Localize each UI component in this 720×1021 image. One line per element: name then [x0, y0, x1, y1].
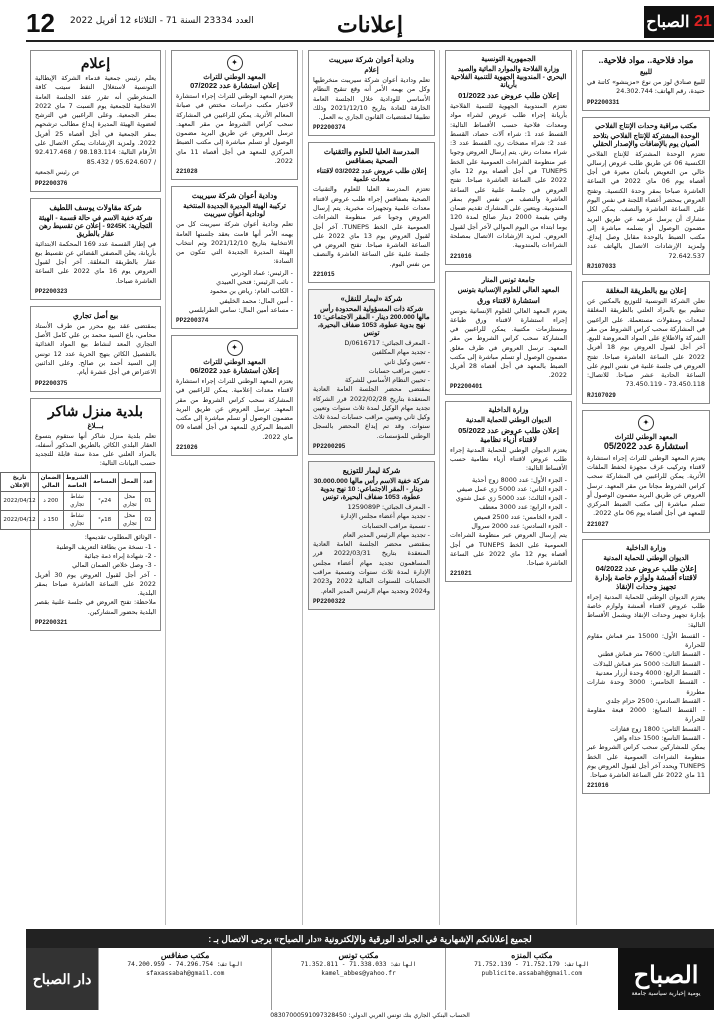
ad-text: تعلم ودادية أعوان شركة سيريبت منخرطيها وكل من يهمه الأمر أنه وقع تنقيح النظام الأساسي للودادية خلال الجلسة العامة الخارقة للعادة بتاريخ 2021/12/10 وذلك تطبيقا لمقتضيات القانون الجاري به العمل. — [313, 76, 431, 122]
ad-org: وزارة الداخلية — [488, 406, 529, 414]
ad-code: 221026 — [176, 444, 198, 452]
ad-title: استشارة عدد 05/2022 — [603, 440, 689, 451]
footer-logo-text: الصباح — [633, 962, 699, 989]
ad-code: PP2200401 — [450, 382, 483, 390]
table-cell: 18م² — [91, 511, 119, 530]
ad-code: 221028 — [176, 168, 198, 176]
ad-title: ودادية أعوان شركة سيريبت — [328, 55, 415, 64]
ad-text: بمقتضى عقد بيع محرر من طرف الأستاذ محامي، باع السيد محمد بن علي كامل الأصل التجاري المعد لنشاط بيع المواد الغذائية بالتفصيل الكائن بنهج الحرية عدد 12 تونس إلى السيد أحمد بن صالح. وعلى الدائنين الاعتراض في أجل عشرة أيام. — [35, 321, 156, 377]
ad-limar-distribution — [308, 461, 435, 610]
page-number: 12 — [26, 8, 55, 38]
ad-title: استشارة لاقتناء ورق — [477, 295, 540, 305]
table-header-row — [1, 472, 156, 491]
list-item: - تعيين وكيل ثاني — [384, 357, 430, 366]
list-item: - تعيين مراقب حسابات — [368, 366, 430, 375]
ad-subtitle: الديوان الوطني للحماية المدنية — [603, 554, 689, 562]
ad-subtitle: إعلام — [364, 67, 379, 74]
list-item: - مساعد أمين المال: سامي الطرابلسي — [188, 305, 293, 314]
office-email[interactable]: publicite.assabah@gmail.com — [481, 970, 583, 978]
footer-banner: لجميع إعلاناتكم الإشهارية في الجرائد الورقية والإلكترونية «دار الصباح» يرجى الاتصال بـ : — [26, 931, 714, 948]
ad-health-school — [308, 142, 435, 283]
ad-org: الجمهورية التونسية — [481, 56, 536, 63]
list-item: - الجزء الثاني: عدد 5000 زي عمل صيفي — [456, 484, 567, 493]
ad-footer: يتم إرسال العروض عبر منظومة الشراءات العمومية على الخط TUNEPS في أجل أقصاه يوم 12 ماي 2022 على الساعة العاشرة صباحا. — [450, 531, 568, 568]
list-item: - القسط السادس: 2500 حزام جلدي — [605, 696, 705, 705]
ad-text: يعتزم المعهد الوطني للتراث إجراء استشارة لاقتناء معدات إعلامية. يمكن للراغبين في المشاركة سحب كراس الشروط من مقر المعهد. ترسل العروض عن طريق البريد مضمون الوصول أو تسلم مباشرة إلى مكتب الضبط المركزي للمعهد في أجل أقصاه 09 ماي 2022. — [176, 377, 293, 441]
list-item: - القسط الرابع: 4000 وحدة أزرار معدنية — [595, 668, 705, 677]
list-item: - تجديد مهام الرئيس المدير العام — [342, 530, 430, 539]
table-cell: 2022/04/12 — [1, 491, 38, 510]
table-cell: محل تجاري — [119, 511, 141, 530]
ad-org: المعهد الوطني للتراث — [614, 433, 678, 441]
ad-item-list — [587, 632, 705, 743]
list-item: - القسط السابع: 2000 قبعة مقاومة للحرارة — [587, 706, 705, 724]
ad-heritage-07 — [171, 50, 298, 180]
ad-menzel-chaker — [3, 398, 161, 631]
list-item: - أمين المال: محمد الخليفي — [219, 296, 293, 305]
ad-civil-protection-04 — [582, 539, 710, 795]
ad-lines — [313, 503, 430, 540]
office-menzah — [445, 948, 618, 1010]
office-title: مكتب تونس — [338, 951, 379, 960]
ad-title: إعلان بيع بالطريقة المغلقة — [605, 285, 687, 295]
ad-text: يعتزم الديوان الوطني للحماية المدنية إجراء طلب عروض لاقتناء أقمشة ولوازم خاصة بإدارة تجهيز وحدات الإنقاذ ويشمل الأقساط التالية: — [587, 592, 705, 629]
ad-text: للبيع صنادق لوز من نوع «مزينشو» كاتنة في حنيدة، رقم الهاتف: 24.302.744 — [587, 78, 705, 96]
ad-code: PP2200331 — [587, 98, 620, 106]
ad-org: جامعة تونس المنار — [481, 276, 536, 284]
list-item: - الجزء السادس: عدد 2000 سروال — [471, 522, 567, 530]
ad-code: 221016 — [587, 782, 609, 790]
column-3 — [304, 50, 440, 925]
ad-code: PP2200295 — [313, 443, 346, 451]
ad-subtitle: تركيبة الهيئة المديرة الجديدة المنتخبة لودادية أعوان سيريبت — [183, 203, 286, 219]
ad-org: مكتب مراقبة وحدات الإنتاج الفلاحي — [595, 122, 697, 130]
ad-text: بمقتضى محضر الجلسة العامة العادية المنعقدة بتاريخ 2022/03/31 قرر المساهمون تجديد مهام أعضاء مجلس الإدارة لمدة ثلاث سنوات وتسمية مراقب الحسابات للسنوات المالية 2022 و2023 و2024 وتجديد مهام الرئيس المدير العام. — [313, 540, 430, 595]
ad-text: يعتزم الديوان الوطني للحماية المدنية إجراء طلب عروض لاقتناء أزياء نظامية حسب الأقساط التالية: — [450, 445, 567, 473]
list-item: - القسط الثاني: 7600 متر قماش قطني — [597, 650, 705, 659]
lots-table — [0, 472, 156, 531]
ad-code: 221021 — [450, 570, 472, 578]
footer-logo-sub: يومية إخبارية سياسية جامعة — [631, 990, 701, 997]
ad-title: ودادية أعوان شركة سيريبت — [191, 191, 278, 201]
ad-civil-protection-05 — [445, 401, 572, 583]
office-email[interactable]: kamel_abbes@yahoo.fr — [321, 970, 396, 978]
ad-title: المدرسة العليا للعلوم والتقنيات الصحية بصفاقس — [323, 147, 420, 166]
table-header-cell: عدد — [141, 472, 156, 491]
page-footer — [26, 929, 714, 1019]
ad-title: بلدية منزل شاكر — [47, 402, 144, 419]
ad-org: المعهد الوطني للتراث — [203, 74, 266, 81]
institute-emblem-icon: ✦ — [227, 340, 243, 356]
table-cell: 24م² — [91, 491, 119, 510]
bank-account: 08307000591097328450 :الحساب البنكي الجاري بنك تونس العربي الدولي — [270, 1012, 470, 1019]
ad-signature: عن رئيس الجمعية — [35, 168, 80, 176]
ad-latif-company — [30, 198, 161, 300]
ad-text: تعلم بلدية منزل شاكر أنها ستقوم بتسوغ العقار البلدي الكائن بالطريق المذكور أسفله، بالمزاد العلني على مدة سنة قابلة للتجديد حسب البيانات التالية: — [35, 431, 156, 468]
ad-title: إعلان طلب عروض عدد 05/2022 لاقتناء أزياء نظامية — [458, 425, 559, 444]
page-header — [26, 6, 714, 42]
list-item: - نائب الرئيس: فتحي العبيدي — [216, 277, 293, 286]
table-header-cell: الضمان المالي — [38, 472, 63, 491]
table-header-cell: المساحة — [91, 472, 119, 491]
ad-text: تعلن الشركة التونسية للتوزيع بالمكنين عن تنظيم بيع بالمزاد العلني بالطريقة المغلقة لمعدات ومنقولات مستعملة. على الراغبين في المشاركة سحب كراس الشروط من مقر الشركة والاطلاع على المواد المعروضة للبيع. آخر أجل لقبول العروض يوم 18 أفريل 2022 على الساعة العاشرة صباحا. تفتح العروض في جلسة علنية في نفس اليوم على الساعة الحادية عشر صباحا. للاتصال: 73.450.118 - 73.450.119 — [587, 296, 705, 389]
column-1 — [578, 50, 714, 925]
list-item: - 2- شهادة إبراء ذمة جبائية — [84, 551, 156, 560]
ad-title: إعلان استشارة عدد 06/2022 — [190, 366, 279, 376]
table-row — [1, 511, 156, 530]
ad-code: PP2200375 — [35, 379, 68, 387]
ad-text: تعتزم المندوبية الجهوية للتنمية الفلاحية بأريانة إجراء طلب عروض لشراء مواد ومعدات فلاحية حسب الأقساط التالية: القسط عدد 1: شراء آلات حصاد، القسط عدد 2: شراء مضخات ري، القسط عدد 3: شراء معدات رش. يتم إرسال العروض وجوبا عبر منظومة الشراءات العمومية على الخط TUNEPS في أجل أقصاه يوم 12 ماي 2022 على الساعة العاشرة صباحا. تفتح العروض في جلسة علنية على الساعة العاشرة والنصف من نفس اليوم بمقر المندوبية. ويتعين على المشارك تقديم ضمان وقتي بقيمة 2000 دينار صالح لمدة 120 يوما ابتداء من اليوم الموالي لآخر أجل لقبول العروض. لمزيد الإرشادات الاتصال بمصلحة الشراءات بالمندوبية. — [450, 102, 568, 250]
ad-subtitle: وزارة الفلاحة والموارد المائية والصيد البحري - المندوبية الجهوية للتنمية الفلاحية بأريانة — [450, 66, 567, 89]
table-cell: محل تجاري — [119, 491, 141, 510]
ad-title: إعلان استشارة عدد 07/2022 — [190, 81, 279, 90]
table-cell: نشاط تجاري — [63, 491, 90, 510]
ad-subtitle: إعلان طلب عروض عدد 03/2022 لاقتناء معدات علمية — [316, 168, 427, 184]
table-cell: 200 د — [38, 491, 63, 510]
columns — [3, 50, 714, 925]
ad-title: إعلان طلب عروض عدد 04/2022 لاقتناء أقمشة ولوازم خاصة بإدارة تجهيز وحدات الإنقاذ — [594, 563, 698, 591]
column-4 — [167, 50, 303, 925]
ad-subtitle: المعهد العالي للعلوم الإنسانية بتونس — [457, 286, 560, 294]
table-body — [1, 491, 156, 529]
ad-text: يعتزم المعهد العالي للعلوم الإنسانية بتونس إجراء استشارة لاقتناء ورق طباعة ومستلزمات مكتبية. يمكن للراغبين في المشاركة سحب كراس الشروط من مقر المعهد. ترسل العروض في ظرف مغلق مضمون الوصول أو تسلم مباشرة إلى مكتب الضبط بالمعهد في أجل أقصاه 28 أفريل 2022. — [450, 306, 567, 380]
ad-siripet-board — [171, 186, 298, 329]
ad-subtitle: شركة خفية الاسم رأس مالها 30.000.000 دينار - المقر الاجتماعي: 10 نهج بدوية عطوة، 1053 ضفاف البحيرة، تونس — [313, 478, 430, 502]
ad-code: PP2200374 — [313, 124, 346, 132]
office-tunis — [271, 948, 444, 1010]
ad-code: RJ107029 — [587, 391, 616, 399]
ad-org: وزارة الداخلية — [626, 544, 666, 552]
ad-code: 221015 — [313, 270, 335, 278]
ad-text: بمقتضى محضر الجلسة العامة العادية المنعقدة بتاريخ 2022/02/28 قرر الشركاء تجديد مهام الوكيل لمدة ثلاث سنوات وتعيين وكيل ثاني وتعيين مراقب حسابات لمدة ثلاث سنوات. وقد تم إيداع المحضر بالسجل الوطني للمؤسسات. — [313, 385, 430, 440]
ad-heritage-06 — [171, 335, 298, 456]
ad-closed-sale — [582, 281, 710, 404]
ad-code: 221027 — [587, 520, 609, 528]
ad-siripet-notice — [308, 50, 435, 136]
table-cell: 150 د — [38, 511, 63, 530]
ad-text: في إطار القسمة عدد 169 المحكمة الابتدائية بأريانة، يعلن المصفي القضائي عن تقسيط بيع عقار بالطريقة المغلقة. آخر أجل لقبول العروض يوم 16 ماي 2022 على الساعة العاشرة صباحا. — [35, 239, 156, 285]
office-title: مكتب المنزه — [511, 951, 553, 960]
institute-emblem-icon: ✦ — [638, 415, 654, 431]
ad-agri-ariana — [445, 50, 572, 265]
list-item: - الجزء الرابع: عدد 3000 معطف — [479, 503, 567, 512]
ad-text: تعلم ودادية أعوان شركة سيريبت كل من يهمه الأمر أنها قامت بعقد جلستها العامة الانتخابية بتاريخ 2021/12/10 وتم انتخاب الهيئة المديرة الجديدة التي تتكون من السادة: — [176, 220, 293, 266]
table-header-cell: المحل — [119, 472, 141, 491]
list-item: - الرئيس: عماد الودرني — [230, 268, 293, 277]
office-title: مكتب صفاقس — [160, 951, 210, 960]
list-item: - آخر أجل لقبول العروض يوم 30 أفريل 2022 على الساعة العاشرة صباحا بمقر البلدية. — [35, 570, 156, 598]
issue-line: العدد 23334 السنة 71 - الثلاثاء 12 أفريل 2022 — [70, 16, 254, 26]
office-phones: الهاتف: 71.752.179 - 71.752.139 — [474, 961, 590, 968]
ad-subtitle: شركة خفية الاسم في حالة قسمة - الهيئة التجارية: 9245K - إعلان عن تقسيط رهن عقار بالطريق — [38, 214, 153, 238]
table-row — [1, 491, 156, 510]
ad-title: مواد فلاحية.. مواد فلاحية.. — [598, 55, 694, 65]
ad-code: PP2200374 — [176, 317, 209, 325]
ad-subtitle: الديوان الوطني للحماية المدنية — [465, 416, 552, 424]
list-item: - 1- نسخة من بطاقة التعريف الوطنية — [56, 542, 156, 551]
ad-agri-unit — [582, 117, 710, 275]
ad-footer: يمكن للمشاركين سحب كراس الشروط عبر منظومة الشراءات العمومية على الخط TUNEPS ويحدد آخر أجل لقبول العروض يوم 11 ماي 2022 على الساعة العاشرة صباحا. — [587, 743, 705, 780]
list-item: - تجديد مهام أعضاء مجلس الإدارة — [340, 512, 430, 521]
ad-code: PP2200322 — [313, 597, 346, 605]
list-item: - الجزء الأول: عدد 8000 زوج أحذية — [471, 475, 567, 484]
list-item: - المعرف الجبائي: 1259089P — [347, 503, 430, 512]
list-item: - الكاتب العام: رياض بن محمود — [209, 287, 293, 296]
ad-org: المعهد الوطني للتراث — [203, 359, 266, 367]
institute-emblem-icon: ✦ — [227, 55, 243, 71]
table-cell: 02 — [141, 511, 156, 530]
office-phones: الهاتف: 71.338.033 - 71.352.811 — [300, 961, 417, 968]
ad-text: تعتزم المدرسة العليا للعلوم والتقنيات الصحية بصفاقس إجراء طلب عروض لاقتناء معدات علمية وتجهيزات مخبرية. يتم إرسال العروض وجوبا عبر منظومة الشراءات العمومية على الخط TUNEPS. آخر أجل لقبول العروض يوم 13 ماي 2022 على الساعة العاشرة صباحا. تفتح العروض في جلسة علنية على الساعة العاشرة والنصف من نفس اليوم. — [313, 185, 430, 268]
list-item: - تحيين النظام الأساسي للشركة — [344, 376, 430, 385]
ad-text: تعتزم الوحدة المشتركة للإنتاج الفلاحي الكنسية 06 عن طريق طلب عروض إرسالي خالي من التعويض بأثمان معيرة في أجل أقصاه يوم 06 ماي 2022 في الساعة العاشرة صباحا بمقر وحدة الكنسية. وتفتح العروض بمحضر أعضاء اللجنة في نفس اليوم على الساعة العاشرة والنصف. يمكن لكل مشارك أن يرسل عرضه عن طريق البريد مضمون الوصول أو يسلمه مباشرة إلى مكتب الضبط بالوحدة مقابل وصل إيداع. ولمزيد الإرشادات الاتصال بالهاتف عدد 72.642.537 — [587, 149, 705, 260]
ad-limar-transport — [308, 289, 435, 455]
ad-sitep-association — [30, 50, 161, 192]
footer-logo — [618, 948, 714, 1010]
ad-title: إعلام — [80, 55, 111, 71]
table-cell: 01 — [141, 491, 156, 510]
ad-agri-sale — [582, 50, 710, 111]
ad-university-paper — [445, 271, 572, 395]
ad-lines — [313, 339, 430, 385]
ad-item-list — [176, 269, 293, 315]
ad-title: شركة ليمار للتوزيع — [342, 466, 401, 476]
list-item: - المعرف الجبائي: 0616717/D — [344, 338, 430, 347]
ad-text: يعلم رئيس جمعية قدماء الشركة الإيطالية التونسية لاستغلال النفط سيتب كافة المنخرطين أنه تقرر عقد الجلسة العامة الانتخابية للجمعية يوم السبت 7 ماي 2022 بمقر الجمعية. وعلى الراغبين في الترشح لعضوية الهيئة المديرة إيداع مطالب ترشحهم بمقر الجمعية في أجل أقصاه 25 أفريل 2022. ولمزيد الإرشادات يمكن الاتصال على الأرقام التالية: 98.183.114 / 92.417.468 / 95.624.607 / 85.432 — [35, 74, 156, 166]
newspaper-logo: 21 الصباح — [644, 6, 714, 38]
office-email[interactable]: sfaxassabah@gmail.com — [146, 970, 225, 978]
list-item: - تجديد مهام المكلفين — [371, 348, 430, 357]
office-phones: الهاتف: 74.296.754 - 74.200.959 — [127, 961, 243, 968]
list-item: - تسمية مراقب الحسابات — [361, 521, 430, 530]
list-item: - القسط التاسع: 1500 حذاء واقي — [613, 733, 705, 742]
ad-notes — [35, 533, 156, 598]
list-item: - الجزء الثالث: عدد 5000 زي عمل شتوي — [455, 494, 567, 503]
list-item: - 3- وصل خلاص الضمان المالي — [72, 561, 156, 570]
table-header-cell: الشروط الخاصة — [63, 472, 90, 491]
column-2 — [441, 50, 577, 925]
ad-title: بيع أصل تجاري — [72, 310, 119, 320]
ad-subtitle: الوحدة المشتركة للإنتاج الفلاحي بتلاحد الصيان يوم بالإضافات والإصدار الحقلي — [592, 132, 700, 148]
ad-business-sale — [30, 306, 161, 392]
column-5 — [3, 50, 166, 925]
ad-code: PP2200376 — [35, 179, 68, 187]
ad-text: يعتزم المعهد الوطني للتراث إجراء استشارة لاقتناء وتركيب غرف مجهزة لحفظ الملفات الأثرية. يمكن للراغبين في المشاركة سحب كراس الشروط مجانا من مقر المعهد. ترسل العروض عن طريق البريد مضمون الوصول أو تسلم مباشرة إلى مكتب الضبط المركزي للمعهد في أجل أقصاه يوم 06 ماي 2022. — [587, 453, 705, 518]
ad-title: شركة «ليمار للنقل» — [340, 293, 403, 303]
ad-code: 221016 — [450, 252, 472, 260]
ad-code: PP2200321 — [35, 618, 68, 626]
list-item: - القسط الخامس: 3000 وحدة شارات مطرزة — [587, 678, 705, 696]
ad-text: يعتزم المعهد الوطني للتراث إجراء استشارة لاختيار مكتب دراسات مختص في صيانة المعالم الأثرية. يمكن للراغبين في المشاركة سحب كراس الشروط من مقر المعهد. ترسل العروض عن طريق البريد مضمون الوصول أو تسلم مباشرة إلى مكتب الضبط المركزي للمعهد في أجل أقصاه 11 ماي 2022. — [176, 92, 294, 165]
list-item: - القسط الأول: 15000 متر قماش مقاوم للحرارة — [587, 631, 705, 650]
table-header-cell: تاريخ الإعلان — [1, 472, 38, 491]
ad-title: شركة مقاولات يوسف اللطيف — [49, 202, 142, 212]
list-item: - القسط الثامن: 1800 زوج قفازات — [610, 724, 705, 733]
ad-code: PP2200323 — [35, 287, 68, 295]
ad-item-list — [450, 476, 567, 532]
table-cell: 2022/04/12 — [1, 511, 38, 530]
section-title: إعلانات — [337, 12, 403, 37]
ad-subtitle: بـــلاغ — [87, 422, 104, 430]
ad-title: إعلان طلب عروض عدد 01/2022 — [458, 91, 559, 100]
ad-code: RJ107033 — [587, 262, 616, 270]
list-item: - الوثائق المطلوب تقديمها: — [84, 533, 156, 542]
dar-assabah-logo: دار الصباح — [26, 948, 98, 1010]
list-item: - الجزء الخامس: عدد 2500 قميص — [473, 512, 567, 521]
ad-footer: ملاحظة: تفتح العروض في جلسة علنية بقصر البلدية بحضور المشاركين. — [35, 598, 156, 616]
list-item: - القسط الثالث: 5000 متر قماش للبذلات — [593, 659, 705, 668]
ad-heritage-05 — [582, 410, 710, 533]
ad-subtitle: شركة ذات المسؤولية المحدودة رأس مالها 200.000 دينار - المقر الاجتماعي: 10 نهج بدوية عطوة، 1053 ضفاف البحيرة، تونس — [313, 305, 430, 337]
office-sfax — [98, 948, 271, 1010]
table-cell: نشاط تجاري — [63, 511, 90, 530]
ad-subtitle: للبيع — [639, 69, 653, 76]
